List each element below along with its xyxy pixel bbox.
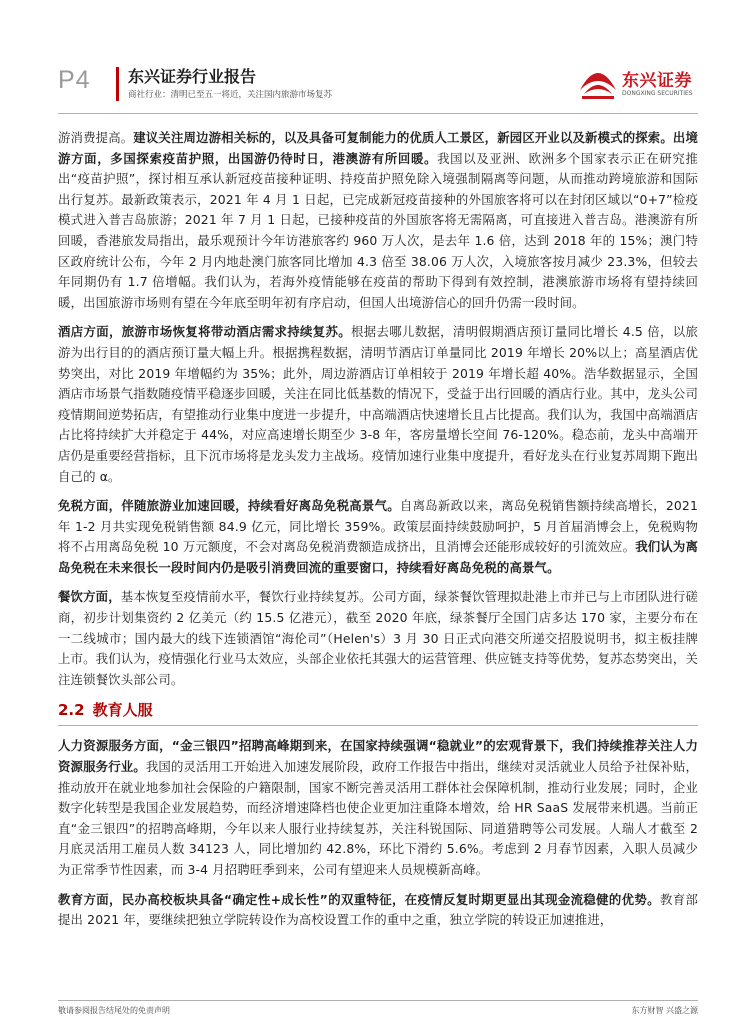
body-text: 自离岛新政以来，离岛免税销售额持续高增长，2021 年 1-2 月共实现免税销售额 84.9 亿元，同比增长 359%。政策层面持续鼓励呵护，5 月首届消博会上，免税购物将不占用离岛免税 10 万元额度，不会对离岛免税消费额造成挤出，且消博会还能形成较好的引流效应。 xyxy=(58,498,698,555)
body-text: 基本恢复至疫情前水平，餐饮行业持续复苏。公司方面，绿茶餐饮管理拟赴港上市并已与上市团队进行磋商，初步计划集资约 2 亿美元（约 15.5 亿港元），截至 2020 年底，绿茶餐厅全国门店多达 170 家，主要分布在一二线城市；国内最大的线下连锁酒馆“海伦司”（Helen's）3 月 30 日正式向港交所递交招股说明书，拟主板挂牌上市。我们认为，疫情强化行业马太效应，头部企业依托其强大的运营管理、供应链支持等优势，复苏态势突出，关注连锁餐饮头部公司。 xyxy=(58,589,698,687)
footer-slogan: 东方财智 兴盛之源 xyxy=(631,1006,698,1015)
section-title: 教育人服 xyxy=(92,701,153,720)
section-heading xyxy=(58,699,698,726)
body-text: 教育部提出 2021 年，要继续把独立学院转设作为高校设置工作的重中之重，独立学院的转设正加速推进， xyxy=(58,891,698,928)
emphasis-text: 免税方面，伴随旅游业加速回暖，持续看好离岛免税高景气。 xyxy=(58,498,400,514)
body-text: 游消费提高。 xyxy=(58,130,134,145)
body-paragraph xyxy=(58,322,698,487)
body-text: 我国的灵活用工开始进入加速发展阶段，政府工作报告中指出，继续对灵活就业人员给予社保补贴，推动放开在就业地参加社会保险的户籍限制，国家不断完善灵活用工群体社会保障机制，推动行业发展；同时，企业数字化转型是我国企业发展趋势，而经济增速降档也使企业更加注重降本增效，给 HR SaaS 发展带来机遇。当前正直“金三银四”的招聘高峰期，今年以来人服行业持续复苏，关注科锐国际、同道猎聘等公司发展。人瑞人才截至 2 月底灵活用工雇员人数 34123 人，同比增加约 42.8%，环比下滑约 5.6%。考虑到 2 月春节因素，入职人员减少为正常季节性因素，而 3-4 月招聘旺季到来，公司有望迎来人员规模新高峰。 xyxy=(58,759,698,877)
footer-disclaimer: 敬请参阅报告结尾处的免责声明 xyxy=(58,1006,170,1015)
page-number: P4 xyxy=(58,66,91,94)
company-logo xyxy=(576,62,696,106)
emphasis-text: 餐饮方面， xyxy=(58,589,121,605)
report-title: 东兴证券行业报告 xyxy=(128,67,257,86)
footer-divider xyxy=(58,1000,698,1001)
emphasis-text: 人力资源服务方面，“金三银四”招聘高峰期到来，在国家持续强调“稳就业”的宏观背景下，我们持续推荐关注人力资源服务行业。 xyxy=(58,738,698,775)
emphasis-text: 酒店方面，旅游市场恢复将带动酒店需求持续复苏。 xyxy=(58,324,351,340)
page-header xyxy=(0,0,755,118)
logo-emblem-icon xyxy=(576,62,620,102)
body-text: 我国以及亚洲、欧洲多个国家表示正在研究推出“疫苗护照”，探讨相互承认新冠疫苗接种证明、持疫苗护照免除入境强制隔离等问题，从而推动跨境旅游和国际出行复苏。最新政策表示，2021 年 4 月 1 日起，已完成新冠疫苗接种的外国旅客将可以在封闭区域以“0+7”检疫模式进入普吉岛旅游；2021 年 7 月 1 日起，已接种疫苗的外国旅客将无需隔离，可直接进入普吉岛。港澳游有所回暖，香港旅发局指出，最乐观预计今年访港旅客约 960 万人次，是去年 1.6 倍，达到 2018 年的 15%；澳门特区政府统计公布，今年 2 月内地赴澳门旅客同比增加 4.3 倍至 38.06 万人次，入境旅客按月减少 23.3%，但较去年同期仍有 1.7 倍增幅。我们认为，若海外疫情能够在疫苗的帮助下得到有效控制，港澳旅游市场将有望持续回暖，出国旅游市场则有望在今年底至明年初有序启动，但国人出境游信心的回升仍需一段时间。 xyxy=(58,150,698,310)
emphasis-text: 教育方面，民办高校板块具备“确定性+成长性”的双重特征，在疫情反复时期更显出其现金流稳健的优势。 xyxy=(58,891,660,907)
report-subtitle: 商社行业：清明已至五一将近，关注国内旅游市场复苏 xyxy=(128,90,333,100)
body-paragraph xyxy=(58,496,698,578)
paragraph-group-education xyxy=(58,736,698,930)
logo-text-cn: 东兴证券 xyxy=(622,71,692,91)
header-accent-bar xyxy=(116,67,119,101)
emphasis-text: 我们认为离岛免税在未来很长一段时间内仍是吸引消费回流的重要窗口，持续看好离岛免税的高景气。 xyxy=(58,539,699,575)
section-number: 2.2 xyxy=(58,701,85,720)
logo-text-en: DONGXING SECURITIES xyxy=(622,90,693,97)
header-divider xyxy=(58,113,698,114)
body-paragraph xyxy=(58,890,698,931)
body-paragraph xyxy=(58,587,698,690)
body-paragraph xyxy=(58,736,698,880)
body-paragraph xyxy=(58,128,698,313)
body-text: 根据去哪儿数据，清明假期酒店预订量同比增长 4.5 倍，以旅游为出行目的的酒店预订量大幅上升。根据携程数据，清明节酒店订单量同比 2019 年增长 20%以上；高星酒店优势突出，对比 2019 年增幅约为 35%；此外，周边游酒店订单相较于 2019 年增长超 40%。浩华数据显示，全国酒店市场景气指数随疫情平稳逐步回暖，关注在同比低基数的情况下，受益于出行回暖的酒店行业。其中，龙头公司疫情期间逆势拓店，有望推动行业集中度进一步提升，中高端酒店快速增长且占比提高。我们认为，我国中高端酒店占比将持续扩大并稳定于 44%，对应高速增长期至少 3-8 年，客房量增长空间 76-120%。稳态前，龙头中高端开店仍是重要经营指标，且下沉市场将是龙头发力主战场。疫情加速行业集中度提升，看好龙头在行业复苏周期下跑出自己的 α。 xyxy=(58,324,698,484)
emphasis-text: 建议关注周边游相关标的，以及具备可复制能力的优质人工景区，新园区开业以及新模式的探索。出境游方面，多国探索疫苗护照，出国游仍待时日，港澳游有所回暖。 xyxy=(58,130,698,166)
report-body xyxy=(58,128,698,940)
page-footer xyxy=(0,998,755,1024)
paragraph-group-tourism xyxy=(58,128,698,690)
